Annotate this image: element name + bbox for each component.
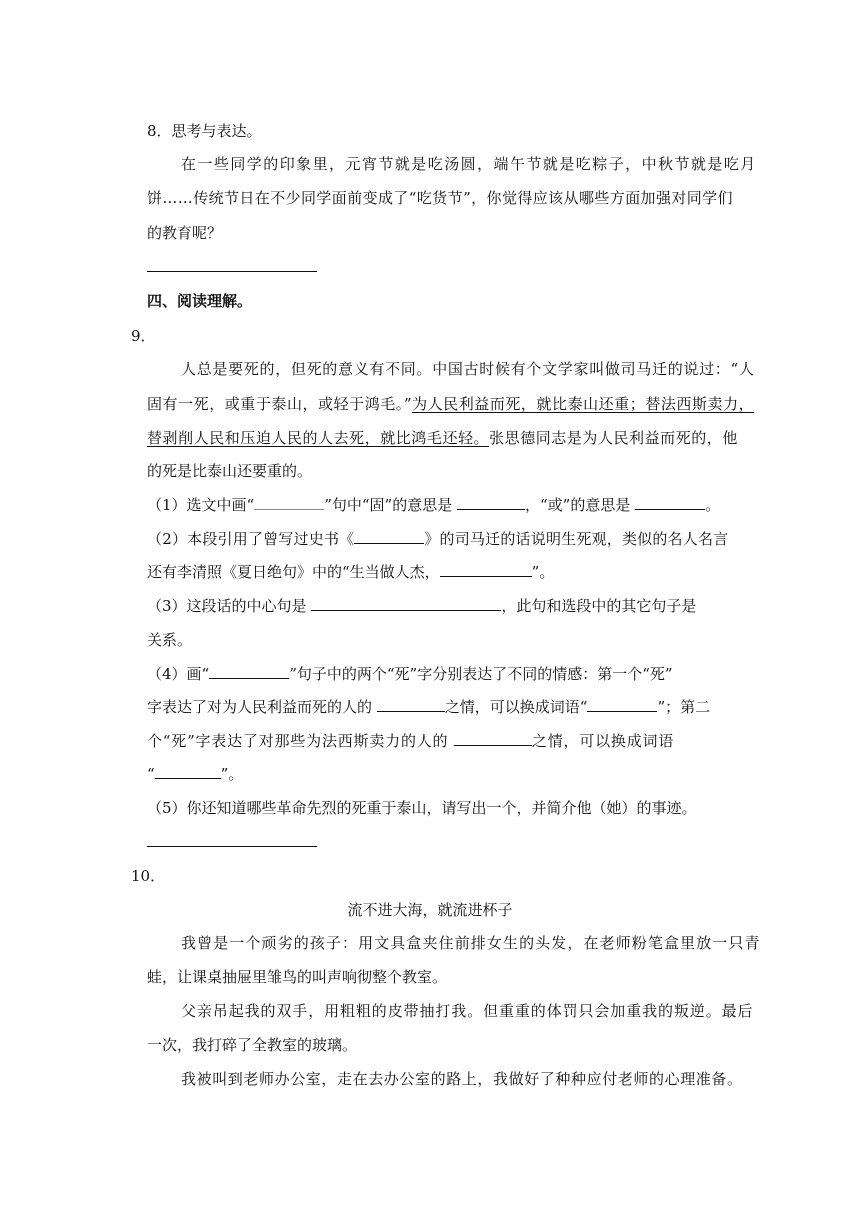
q9-subquestion-4-line-2 xyxy=(147,697,710,717)
q9-s2-text-a: （2）本段引用了曾写过史书《 xyxy=(147,530,355,548)
q8-paragraph-line-1: 在一些同学的印象里，元宵节就是吃汤圆，端午节就是吃粽子，中秋节就是吃月 xyxy=(181,155,757,173)
q9-zhang-side-sentence: 张思德同志是为人民利益而死的，他 xyxy=(489,429,738,447)
q9-passage-line-3 xyxy=(147,428,738,448)
q10-paragraph-3-line-1: 我被叫到老师办公室，走在去办公室的路上，我做好了种种应付老师的心理准备。 xyxy=(181,1070,743,1088)
q9-s1-huo-meaning-blank[interactable] xyxy=(635,495,705,510)
q8-number: 8． xyxy=(147,122,172,140)
q9-s1-text-d: 。 xyxy=(705,496,721,514)
q9-s4-emotion-2-blank[interactable] xyxy=(454,731,532,746)
q8-heading xyxy=(147,121,262,141)
q9-subquestion-1 xyxy=(147,495,720,515)
q10-number: 10． xyxy=(131,867,166,885)
q9-s4-text-f: 个“死”字表达了对那些为法西斯卖力的人的 xyxy=(147,732,449,750)
q10-paragraph-2-line-2: 一次，我打碎了全教室的玻璃。 xyxy=(147,1036,358,1054)
q8-answer-line[interactable] xyxy=(147,271,317,272)
q9-s4-text-b: ”句子中的两个“死”字分别表达了不同的情感：第一个“死” xyxy=(289,665,673,683)
q9-s3-text-b: ，此句和选段中的其它句子是 xyxy=(501,597,697,615)
q9-s2-text-b: 》的司马迁的话说明生死观，类似的名人名言 xyxy=(424,530,729,548)
q10-paragraph-1-line-2: 蛙，让课桌抽屉里雏鸟的叫声响彻整个教室。 xyxy=(147,968,448,986)
q9-subquestion-4-line-1 xyxy=(147,664,673,684)
q9-s4-word-2-blank[interactable] xyxy=(155,764,221,779)
q9-s4-text-e: ”；第二 xyxy=(657,698,711,716)
q9-s1-text-c: ，“或”的意思是 xyxy=(525,496,631,514)
q9-s2-text-c: 还有李清照《夏日绝句》中的“生当做人杰， xyxy=(147,563,440,581)
q9-underlined-sentence-part-1: 为人民利益而死，就比泰山还重；替法西斯卖力， xyxy=(412,395,755,413)
q9-s4-emotion-1-blank[interactable] xyxy=(377,697,445,712)
q9-underlined-sentence-part-2: 替剥削人民和压迫人民的人去死，就比鸿毛还轻。 xyxy=(147,429,490,447)
q9-subquestion-4-line-4 xyxy=(147,764,243,784)
q9-s1-text-b: ”句中“固”的意思是 xyxy=(324,496,453,514)
q9-s4-text-c: 字表达了对为人民利益而死的人的 xyxy=(147,698,373,716)
q9-s4-text-d: 之情，可以换成词语“ xyxy=(444,698,588,716)
q9-s3-central-sentence-blank[interactable] xyxy=(311,596,501,611)
q8-paragraph-line-2: 饼……传统节日在不少同学面前变成了“吃货节”，你觉得应该从哪些方面加强对同学们 xyxy=(147,189,733,207)
q9-s5-answer-line[interactable] xyxy=(147,846,317,847)
q8-paragraph-line-3: 的教育呢？ xyxy=(147,224,223,242)
q9-s4-text-a: （4）画“ xyxy=(147,665,210,683)
q9-passage-line-1: 人总是要死的，但死的意义有不同。中国古时候有个文学家叫做司马迁的说过：“人 xyxy=(181,360,755,378)
q9-quote-sima-qian: 固有一死，或重于泰山，或轻于鸿毛。” xyxy=(147,395,413,413)
q10-paragraph-1-line-1: 我曾是一个顽劣的孩子：用文具盒夹住前排女生的头发，在老师粉笔盒里放一只青 xyxy=(181,934,761,952)
q9-s3-text-a: （3）这段话的中心句是 xyxy=(147,597,307,615)
q9-s4-text-i: ”。 xyxy=(220,765,244,783)
q9-subquestion-5: （5）你还知道哪些革命先烈的死重于泰山，请写出一个，并简介他（她）的事迹。 xyxy=(147,799,697,817)
q9-s4-text-h: “ xyxy=(147,765,155,783)
q9-subquestion-4-line-3 xyxy=(147,731,674,751)
q9-s2-text-d: ”。 xyxy=(531,563,555,581)
q9-s4-text-g: 之情，可以换成词语 xyxy=(531,732,675,750)
q10-paragraph-2-line-1: 父亲吊起我的双手，用粗粗的皮带抽打我。但重重的体罚只会加重我的叛逆。最后 xyxy=(181,1002,754,1020)
q9-s2-poem-line-blank[interactable] xyxy=(440,562,532,577)
q9-passage-line-4: 的死是比泰山还要重的。 xyxy=(147,462,313,480)
q9-s1-gu-meaning-blank[interactable] xyxy=(457,495,525,510)
q9-s2-history-book-blank[interactable] xyxy=(354,529,424,544)
q9-subquestion-3-line-2: 关系。 xyxy=(147,631,193,649)
q9-s1-text-a: （1）选文中画“ xyxy=(147,496,255,514)
q9-s4-word-1-blank[interactable] xyxy=(587,697,657,712)
q9-passage-line-2 xyxy=(147,394,754,414)
q9-subquestion-2-line-2 xyxy=(147,562,554,582)
q9-subquestion-2-line-1 xyxy=(147,529,728,549)
q9-s1-underlined-sentence-blank[interactable] xyxy=(254,495,324,510)
q9-subquestion-3-line-1 xyxy=(147,596,696,616)
q9-s4-sentence-blank[interactable] xyxy=(209,664,289,679)
section-4-heading: 四、阅读理解。 xyxy=(147,292,253,310)
q8-title: 思考与表达。 xyxy=(171,122,262,140)
q10-passage-title: 流不进大海，就流进杯子 xyxy=(347,901,513,919)
q9-number: 9． xyxy=(131,327,156,345)
